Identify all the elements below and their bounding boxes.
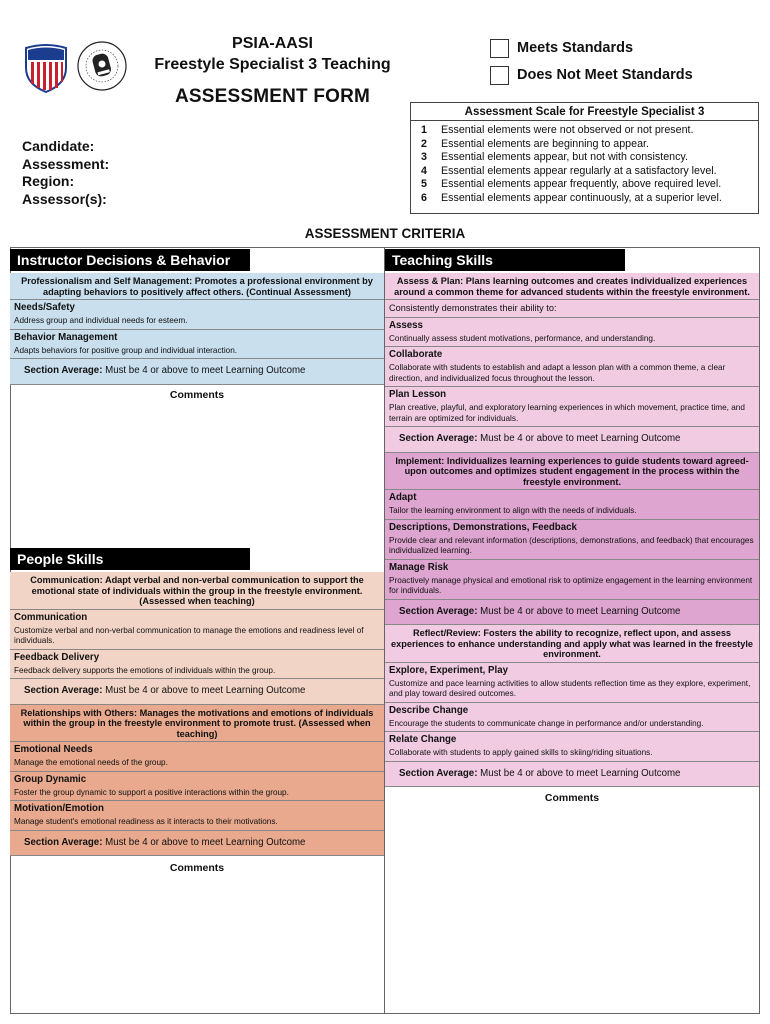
criteria-item: [385, 490, 759, 520]
section-average: [385, 762, 759, 788]
criteria-item: [10, 801, 384, 831]
outcome-description: Assess & Plan: Plans learning outcomes and creates individualized experiences around a common theme for advanced students within the freestyle environment.: [385, 273, 759, 300]
teaching-skills-section: [385, 249, 759, 804]
criteria-desc: Provide clear and relevant information (descriptions, demonstrations, and feedback) that encourages individualized learning.: [389, 535, 754, 555]
scale-row: [411, 124, 758, 138]
criteria-desc: Customize and pace learning activities to allow students reflection time as they explore, experiment, and play toward desired outcomes.: [389, 678, 751, 698]
criteria-desc: Continually assess student motivations, performance, and understanding.: [389, 333, 656, 343]
comments-label: Comments: [544, 792, 600, 804]
criteria-desc: Address group and individual needs for esteem.: [14, 316, 188, 325]
criteria-desc: Encourage the students to communicate change in performance and/or understanding.: [389, 718, 704, 728]
scale-number: 2: [421, 137, 427, 150]
avg-label: Section Average:: [24, 836, 103, 848]
scale-row: [411, 151, 758, 165]
psia-shield-logo: [22, 42, 70, 94]
assessors-label: Assessor(s):: [22, 190, 107, 207]
people-skills-section: [10, 548, 384, 874]
criteria-desc: Foster the group dynamic to support a positive interactions within the group.: [14, 787, 289, 797]
scale-text: Essential elements appear continuously, at a superior level.: [441, 191, 722, 204]
criteria-title: Plan Lesson: [389, 389, 447, 400]
criteria-heading: ASSESSMENT CRITERIA: [304, 226, 466, 241]
decisions-block: [10, 273, 384, 385]
candidate-label: Candidate:: [22, 138, 95, 154]
org-title: PSIA-AASI: [232, 35, 313, 52]
avg-text: Must be 4 or above to meet Learning Outcome: [480, 605, 681, 617]
criteria-item: [385, 520, 759, 560]
aasi-circle-logo: [76, 40, 128, 92]
checkbox-square[interactable]: [490, 39, 509, 58]
section-header-bar: Teaching Skills: [385, 249, 625, 271]
criteria-item: [385, 663, 759, 703]
criteria-desc: Manage the emotional needs of the group.: [14, 758, 168, 767]
criteria-title: Adapt: [389, 492, 417, 503]
implement-block: [385, 453, 759, 626]
outcome-description: Reflect/Review: Fosters the ability to recognize, reflect upon, and assess experiences to enhance understanding and apply what was learned in the freestyle environment.: [385, 625, 759, 663]
criteria-desc: Tailor the learning environment to align with the needs of individuals.: [389, 506, 637, 515]
form-title: ASSESSMENT FORM: [174, 86, 371, 107]
criteria-title: Explore, Experiment, Play: [389, 664, 508, 676]
scale-row: [411, 192, 758, 206]
course-title: Freestyle Specialist 3 Teaching: [154, 56, 391, 73]
meets-standards-checkbox[interactable]: [490, 37, 720, 59]
criteria-title: Behavior Management: [14, 331, 118, 343]
outcome-description: Professionalism and Self Management: Promotes a professional environment by adapting behaviors to positively affect others. (Continual Assessment): [10, 273, 384, 300]
communication-block: [10, 572, 384, 705]
intro-text: Consistently demonstrates their ability to:: [385, 300, 759, 318]
criteria-title: Needs/Safety: [14, 302, 75, 313]
criteria-title: Manage Risk: [389, 561, 449, 573]
scale-text: Essential elements were not observed or not present.: [441, 124, 694, 136]
criteria-desc: Proactively manage physical and emotional risk to optimize engagement in the learning environment for individuals.: [389, 575, 753, 595]
section-average: [385, 600, 759, 626]
scale-title: Assessment Scale for Freestyle Specialist 3: [411, 103, 758, 121]
checkbox-square[interactable]: [490, 66, 509, 85]
scale-number: 1: [421, 124, 427, 136]
outcome-description: Communication: Adapt verbal and non-verbal communication to support the emotional state of individuals within the group in the freestyle environment. (Assessed when teaching): [10, 572, 384, 610]
scale-row: [411, 138, 758, 152]
avg-text: Must be 4 or above to meet Learning Outcome: [105, 836, 306, 848]
checkbox-label: Does Not Meet Standards: [517, 67, 693, 83]
avg-text: Must be 4 or above to meet Learning Outcome: [105, 365, 306, 376]
avg-label: Section Average:: [24, 685, 103, 696]
comments-area-decisions[interactable]: [11, 417, 383, 545]
comments-area-people[interactable]: [11, 888, 383, 1012]
section-average: [385, 427, 759, 453]
section-header-bar: Instructor Decisions & Behavior: [10, 249, 250, 271]
assess-plan-block: [385, 273, 759, 453]
frame-bottom-line: [10, 1013, 760, 1014]
candidate-info-fields: [22, 138, 109, 208]
scale-text: Essential elements are beginning to appear.: [441, 137, 649, 150]
criteria-title: Describe Change: [389, 704, 469, 716]
comments-area-teaching[interactable]: [386, 842, 758, 1012]
criteria-desc: Customize verbal and non-verbal communication to manage the emotions and readiness level of individuals.: [14, 625, 364, 645]
criteria-title: Collaborate: [389, 349, 443, 360]
criteria-item: [385, 387, 759, 427]
instructor-decisions-section: [10, 249, 384, 401]
criteria-title: Assess: [389, 319, 423, 331]
scale-number: 5: [421, 178, 427, 191]
avg-label: Section Average:: [399, 433, 478, 444]
criteria-title: Emotional Needs: [14, 744, 93, 755]
criteria-item: [385, 347, 759, 387]
scale-text: Essential elements appear, but not with consistency.: [441, 151, 688, 164]
criteria-item: [385, 732, 759, 762]
criteria-desc: Collaborate with students to apply gained skills to skiing/riding situations.: [389, 748, 653, 757]
avg-label: Section Average:: [399, 605, 478, 617]
assessment-label: Assessment:: [22, 155, 110, 172]
scale-number: 6: [421, 191, 427, 204]
criteria-desc: Adapts behaviors for positive group and individual interaction.: [14, 345, 238, 355]
criteria-desc: Collaborate with students to establish and adapt a lesson plan with a common theme, a clear direction, and individualized focus throughout the lesson.: [389, 363, 726, 383]
avg-label: Section Average:: [24, 365, 103, 376]
avg-text: Must be 4 or above to meet Learning Outcome: [480, 433, 681, 444]
avg-label: Section Average:: [399, 767, 478, 779]
scale-row: [411, 178, 758, 192]
scale-text: Essential elements appear frequently, above required level.: [441, 178, 722, 191]
criteria-item: [385, 560, 759, 600]
criteria-item: [10, 772, 384, 802]
criteria-title: Feedback Delivery: [14, 651, 100, 663]
criteria-item: [10, 650, 384, 680]
assessment-scale-box: [410, 102, 759, 214]
frame-right-line: [759, 247, 760, 1014]
outcome-description: Implement: Individualizes learning experiences to guide students toward agreed-upon outcomes and optimizes student engagement in the process within the freestyle environment.: [385, 453, 759, 491]
scale-row: [411, 165, 758, 179]
criteria-desc: Plan creative, playful, and exploratory learning experiences in which movement, practice time, and terrain are optimized for individuals.: [389, 403, 745, 423]
criteria-item: [385, 318, 759, 348]
avg-text: Must be 4 or above to meet Learning Outcome: [480, 767, 681, 779]
criteria-item: [10, 330, 384, 360]
scale-number: 3: [421, 151, 427, 164]
criteria-item: [385, 703, 759, 733]
section-average: [10, 831, 384, 857]
criteria-title: Group Dynamic: [14, 773, 87, 785]
relationships-block: [10, 705, 384, 857]
criteria-item: [10, 742, 384, 772]
criteria-desc: Manage student's emotional readiness as it interacts to their motivations.: [14, 817, 278, 826]
comments-label: Comments: [169, 388, 225, 401]
criteria-title: Relate Change: [389, 734, 457, 745]
avg-text: Must be 4 or above to meet Learning Outcome: [105, 685, 306, 696]
criteria-desc: Feedback delivery supports the emotions of individuals within the group.: [14, 665, 276, 675]
section-header-bar: People Skills: [10, 548, 250, 570]
region-label: Region:: [22, 173, 75, 189]
comments-label: Comments: [169, 862, 225, 874]
criteria-title: Descriptions, Demonstrations, Feedback: [389, 521, 577, 533]
criteria-item: [10, 610, 384, 650]
section-average: [10, 679, 384, 705]
criteria-title: Communication: [14, 611, 88, 623]
section-average: [10, 359, 384, 385]
scale-number: 4: [421, 164, 427, 177]
does-not-meet-checkbox[interactable]: [490, 64, 720, 86]
reflect-review-block: [385, 625, 759, 787]
criteria-title: Motivation/Emotion: [14, 803, 104, 814]
checkbox-label: Meets Standards: [517, 40, 634, 56]
scale-text: Essential elements appear regularly at a satisfactory level.: [441, 164, 717, 177]
criteria-item: [10, 300, 384, 330]
outcome-description: Relationships with Others: Manages the motivations and emotions of individuals within the group in the freestyle environment to promote trust. (Assessed when teaching): [10, 705, 384, 743]
